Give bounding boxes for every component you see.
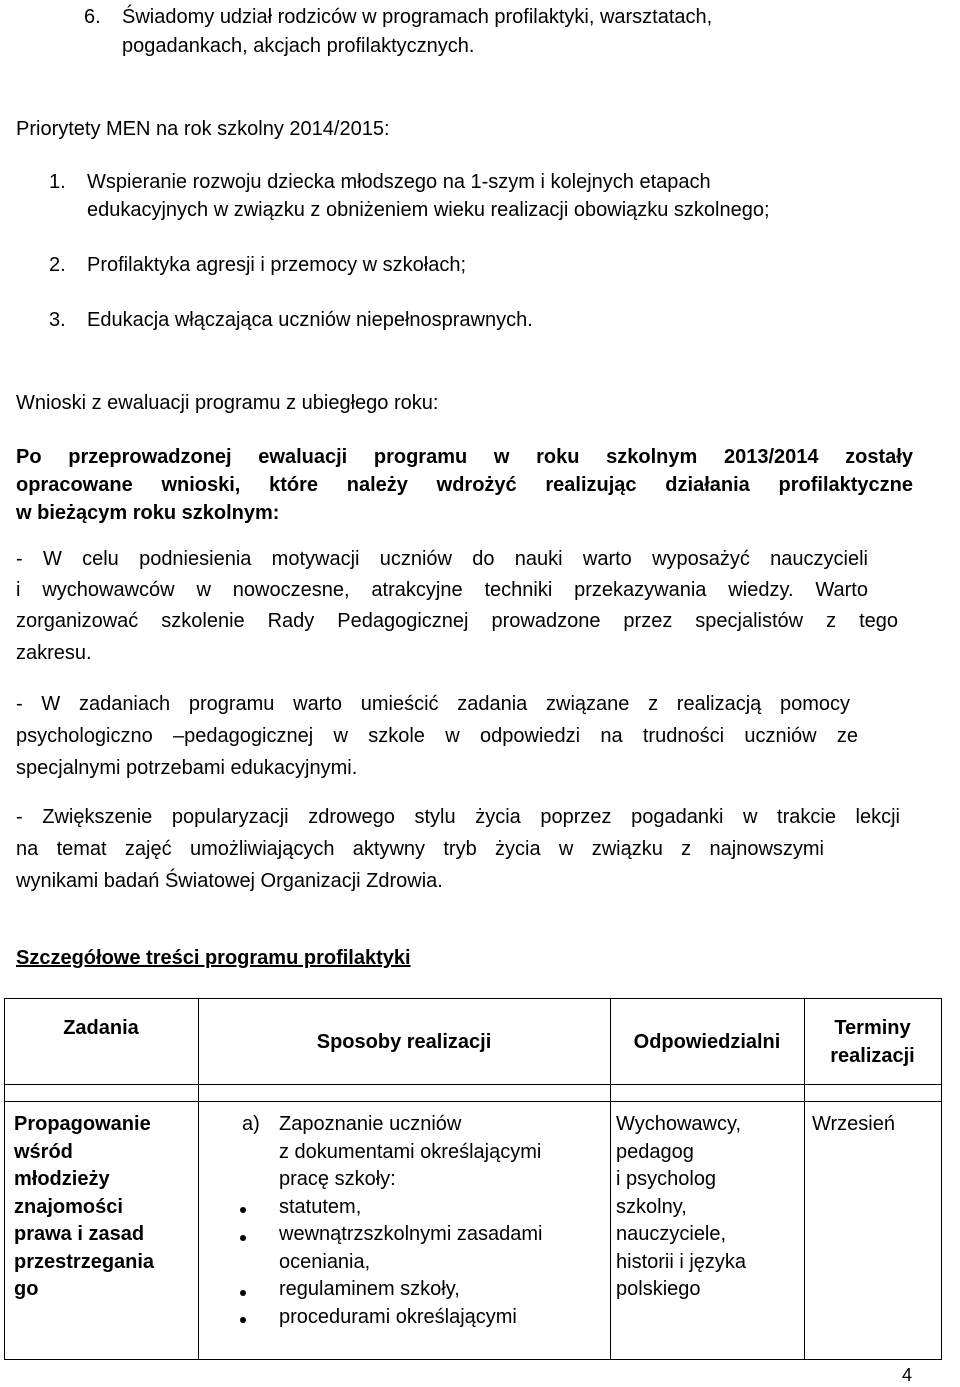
point-2-line-2: psychologiczno –pedagogicznej w szkole w odpowiedzi na trudności uczniów ze [16,725,858,747]
point-2-line-1: - W zadaniach programu warto umieścić zadania związane z realizacją pomocy [16,693,850,715]
table-border-top [4,998,942,999]
priorities-heading: Priorytety MEN na rok szkolny 2014/2015: [16,118,390,140]
priority-number-2: 2. [49,254,66,276]
task-line-3: młodzieży [14,1168,110,1190]
priority-number-3: 3. [49,309,66,331]
point-3-line-3: wynikami badań Światowej Organizacji Zdrowia. [16,870,443,892]
table-border-bottom [4,1359,942,1360]
intro-line-2: pogadankach, akcjach profilaktycznych. [122,35,475,57]
method-line-1: Zapoznanie uczniów [279,1113,462,1135]
intro-line-1: Świadomy udział rodziców w programach profilaktyki, warsztatach, [122,6,713,28]
task-line-4: znajomości [14,1195,123,1218]
method-bullet-2-line-1: wewnątrzszkolnymi zasadami [279,1223,543,1245]
bullet-icon [240,1290,246,1296]
header-deadline-line-1: Terminy [834,1017,911,1039]
bullet-icon [240,1317,246,1323]
task-line-1: Propagowanie [14,1113,151,1135]
responsible-line-2: pedagog [616,1140,694,1163]
table-header-divider [4,1084,942,1085]
header-deadline-line-2: realizacji [830,1045,915,1067]
conclusions-heading: Wnioski z ewaluacji programu z ubiegłego roku: [16,392,439,414]
bullet-icon [240,1207,246,1213]
table-border-right [941,998,942,1360]
task-line-5: prawa i zasad [14,1223,145,1245]
header-responsible: Odpowiedzialni [633,1031,781,1053]
task-line-2: wśród [14,1140,73,1163]
point-1-line-4: zakresu. [16,642,92,664]
method-bullet-2-line-2: oceniania, [279,1250,371,1273]
deadline-value: Wrzesień [812,1113,895,1135]
task-line-7: go [14,1278,39,1300]
responsible-line-6: historii i języka [616,1250,747,1273]
method-marker: a) [242,1113,260,1135]
point-1-line-1: - W celu podniesienia motywacji uczniów do nauki warto wyposażyć nauczycieli [16,548,868,570]
bullet-icon [240,1235,246,1241]
responsible-line-5: nauczyciele, [616,1223,727,1245]
method-line-3: pracę szkoły: [279,1168,396,1190]
priority-1-line-1: Wspieranie rozwoju dziecka młodszego na 1-szym i kolejnych etapach [87,171,711,193]
priority-2-line-1: Profilaktyka agresji i przemocy w szkołach; [87,254,467,276]
responsible-line-7: polskiego [616,1278,701,1300]
conclusions-intro-line-2: opracowane wnioski, które należy wdrożyć realizując działania profilaktyczne [16,474,913,496]
page-number: 4 [902,1365,913,1385]
point-1-line-3: zorganizować szkolenie Rady Pedagogicznej prowadzone przez specjalistów z tego [16,610,898,632]
responsible-line-1: Wychowawcy, [616,1113,742,1135]
task-line-6: przestrzegania [14,1250,155,1273]
responsible-line-3: i psycholog [616,1168,717,1190]
method-bullet-4: procedurami określającymi [279,1305,517,1328]
responsible-line-4: szkolny, [616,1195,687,1218]
method-bullet-3: regulaminem szkoły, [279,1278,460,1300]
point-3-line-2: na temat zajęć umożliwiających aktywny tryb życia w związku z najnowszymi [16,838,824,860]
point-2-line-3: specjalnymi potrzebami edukacyjnymi. [16,757,358,779]
method-bullet-1: statutem, [279,1195,362,1218]
program-table [4,998,942,1360]
section-title: Szczegółowe treści programu profilaktyki [16,947,411,969]
method-line-2: z dokumentami określającymi [279,1140,542,1163]
point-3-line-1: - Zwiększenie popularyzacji zdrowego stylu życia poprzez pogadanki w trakcie lekcji [16,806,900,828]
table-row-divider [4,1101,942,1102]
point-1-line-2: i wychowawców w nowoczesne, atrakcyjne techniki przekazywania wiedzy. Warto [16,579,868,601]
conclusions-intro-line-3: w bieżącym roku szkolnym: [16,502,280,524]
priority-3-line-1: Edukacja włączająca uczniów niepełnosprawnych. [87,309,533,331]
header-tasks: Zadania [63,1017,139,1039]
list-number: 6. [84,6,101,28]
table-border-left [4,998,5,1360]
priority-number-1: 1. [49,171,66,193]
header-methods: Sposoby realizacji [316,1031,492,1053]
priority-1-line-2: edukacyjnych w związku z obniżeniem wieku realizacji obowiązku szkolnego; [87,199,770,221]
conclusions-intro-line-1: Po przeprowadzonej ewaluacji programu w roku szkolnym 2013/2014 zostały [16,446,913,468]
